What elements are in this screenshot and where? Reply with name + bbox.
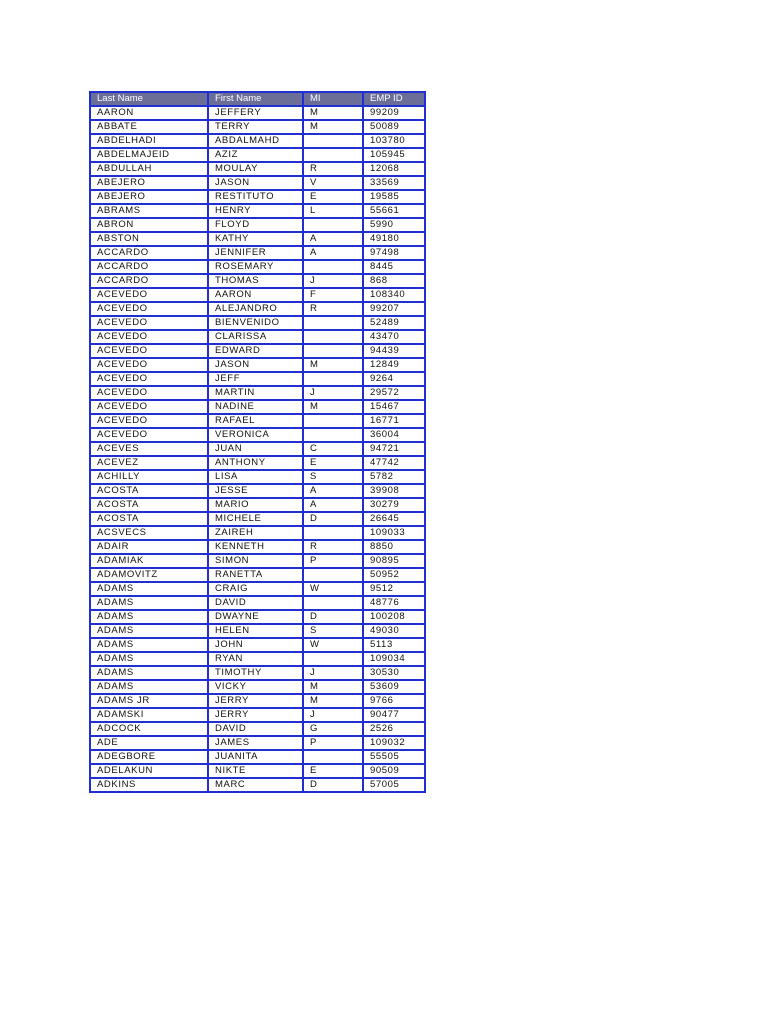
table-row xyxy=(90,750,425,764)
emp-id-cell: 36004 xyxy=(363,428,425,442)
emp-id-cell: 19585 xyxy=(363,190,425,204)
mi-cell: J xyxy=(303,386,363,400)
last-name-cell: ACEVEZ xyxy=(90,456,208,470)
last-name-cell: ADEGBORE xyxy=(90,750,208,764)
mi-cell: R xyxy=(303,540,363,554)
mi-cell: S xyxy=(303,470,363,484)
emp-id-cell: 2526 xyxy=(363,722,425,736)
mi-cell: A xyxy=(303,484,363,498)
emp-id-cell: 55661 xyxy=(363,204,425,218)
table-row xyxy=(90,358,425,372)
table-row xyxy=(90,568,425,582)
last-name-cell: ABBATE xyxy=(90,120,208,134)
table-row xyxy=(90,204,425,218)
table-row xyxy=(90,232,425,246)
last-name-cell: ABEJERO xyxy=(90,190,208,204)
emp-id-cell: 9766 xyxy=(363,694,425,708)
emp-id-cell: 109032 xyxy=(363,736,425,750)
last-name-cell: ACOSTA xyxy=(90,512,208,526)
last-name-cell: ACEVEDO xyxy=(90,330,208,344)
header-first-name: First Name xyxy=(208,92,303,106)
table-row xyxy=(90,148,425,162)
emp-id-cell: 8445 xyxy=(363,260,425,274)
last-name-cell: ACEVEDO xyxy=(90,372,208,386)
mi-cell xyxy=(303,414,363,428)
table-row xyxy=(90,666,425,680)
table-row xyxy=(90,624,425,638)
header-mi: MI xyxy=(303,92,363,106)
emp-id-cell: 53609 xyxy=(363,680,425,694)
first-name-cell: MOULAY xyxy=(208,162,303,176)
first-name-cell: JASON xyxy=(208,358,303,372)
mi-cell xyxy=(303,316,363,330)
table-row xyxy=(90,134,425,148)
last-name-cell: ADAMS xyxy=(90,596,208,610)
last-name-cell: ACCARDO xyxy=(90,274,208,288)
mi-cell: W xyxy=(303,638,363,652)
last-name-cell: ABDELMAJEID xyxy=(90,148,208,162)
emp-id-cell: 97498 xyxy=(363,246,425,260)
emp-id-cell: 12849 xyxy=(363,358,425,372)
first-name-cell: ZAIREH xyxy=(208,526,303,540)
table-row xyxy=(90,652,425,666)
mi-cell xyxy=(303,344,363,358)
last-name-cell: ADAMSKI xyxy=(90,708,208,722)
first-name-cell: JASON xyxy=(208,176,303,190)
mi-cell: J xyxy=(303,274,363,288)
first-name-cell: LISA xyxy=(208,470,303,484)
first-name-cell: RESTITUTO xyxy=(208,190,303,204)
first-name-cell: JAMES xyxy=(208,736,303,750)
emp-id-cell: 8850 xyxy=(363,540,425,554)
first-name-cell: ROSEMARY xyxy=(208,260,303,274)
first-name-cell: RYAN xyxy=(208,652,303,666)
emp-id-cell: 100208 xyxy=(363,610,425,624)
table-row xyxy=(90,484,425,498)
emp-id-cell: 50089 xyxy=(363,120,425,134)
emp-id-cell: 5990 xyxy=(363,218,425,232)
emp-id-cell: 49180 xyxy=(363,232,425,246)
last-name-cell: ACOSTA xyxy=(90,498,208,512)
table-row xyxy=(90,694,425,708)
first-name-cell: RAFAEL xyxy=(208,414,303,428)
first-name-cell: AZIZ xyxy=(208,148,303,162)
first-name-cell: RANETTA xyxy=(208,568,303,582)
mi-cell: D xyxy=(303,778,363,792)
first-name-cell: MARC xyxy=(208,778,303,792)
first-name-cell: JOHN xyxy=(208,638,303,652)
table-row xyxy=(90,596,425,610)
first-name-cell: BIENVENIDO xyxy=(208,316,303,330)
emp-id-cell: 33569 xyxy=(363,176,425,190)
emp-id-cell: 5113 xyxy=(363,638,425,652)
mi-cell xyxy=(303,148,363,162)
mi-cell: G xyxy=(303,722,363,736)
emp-id-cell: 90895 xyxy=(363,554,425,568)
table-row xyxy=(90,344,425,358)
header-row xyxy=(90,92,425,106)
first-name-cell: SIMON xyxy=(208,554,303,568)
emp-id-cell: 16771 xyxy=(363,414,425,428)
first-name-cell: HELEN xyxy=(208,624,303,638)
first-name-cell: NADINE xyxy=(208,400,303,414)
first-name-cell: MICHELE xyxy=(208,512,303,526)
emp-id-cell: 99207 xyxy=(363,302,425,316)
emp-id-cell: 9264 xyxy=(363,372,425,386)
header-last-name: Last Name xyxy=(90,92,208,106)
table-row xyxy=(90,778,425,792)
last-name-cell: ACEVES xyxy=(90,442,208,456)
table-row xyxy=(90,540,425,554)
emp-id-cell: 15467 xyxy=(363,400,425,414)
mi-cell: M xyxy=(303,400,363,414)
first-name-cell: ANTHONY xyxy=(208,456,303,470)
emp-id-cell: 90509 xyxy=(363,764,425,778)
last-name-cell: ADKINS xyxy=(90,778,208,792)
mi-cell: M xyxy=(303,694,363,708)
emp-id-cell: 26645 xyxy=(363,512,425,526)
mi-cell: S xyxy=(303,624,363,638)
mi-cell: A xyxy=(303,246,363,260)
emp-id-cell: 30530 xyxy=(363,666,425,680)
table-row xyxy=(90,372,425,386)
last-name-cell: ADAMS xyxy=(90,582,208,596)
mi-cell xyxy=(303,372,363,386)
last-name-cell: ABEJERO xyxy=(90,176,208,190)
table-row xyxy=(90,302,425,316)
emp-id-cell: 90477 xyxy=(363,708,425,722)
mi-cell xyxy=(303,428,363,442)
emp-id-cell: 108340 xyxy=(363,288,425,302)
mi-cell: R xyxy=(303,162,363,176)
emp-id-cell: 105945 xyxy=(363,148,425,162)
first-name-cell: AARON xyxy=(208,288,303,302)
first-name-cell: JUAN xyxy=(208,442,303,456)
table-row xyxy=(90,400,425,414)
emp-id-cell: 103780 xyxy=(363,134,425,148)
last-name-cell: ABSTON xyxy=(90,232,208,246)
mi-cell: E xyxy=(303,764,363,778)
emp-id-cell: 55505 xyxy=(363,750,425,764)
mi-cell: M xyxy=(303,120,363,134)
emp-id-cell: 43470 xyxy=(363,330,425,344)
first-name-cell: KENNETH xyxy=(208,540,303,554)
table-row xyxy=(90,274,425,288)
last-name-cell: ABDULLAH xyxy=(90,162,208,176)
table-row xyxy=(90,470,425,484)
first-name-cell: ALEJANDRO xyxy=(208,302,303,316)
table-row xyxy=(90,554,425,568)
last-name-cell: ADAMS xyxy=(90,624,208,638)
emp-id-cell: 30279 xyxy=(363,498,425,512)
mi-cell xyxy=(303,750,363,764)
last-name-cell: ADAMOVITZ xyxy=(90,568,208,582)
table-row xyxy=(90,386,425,400)
emp-id-cell: 47742 xyxy=(363,456,425,470)
first-name-cell: MARTIN xyxy=(208,386,303,400)
table-row xyxy=(90,582,425,596)
last-name-cell: ABRAMS xyxy=(90,204,208,218)
last-name-cell: AARON xyxy=(90,106,208,120)
last-name-cell: ABRON xyxy=(90,218,208,232)
mi-cell: E xyxy=(303,456,363,470)
last-name-cell: ACEVEDO xyxy=(90,386,208,400)
first-name-cell: VICKY xyxy=(208,680,303,694)
table-row xyxy=(90,680,425,694)
table-row xyxy=(90,162,425,176)
last-name-cell: ACEVEDO xyxy=(90,428,208,442)
last-name-cell: ACEVEDO xyxy=(90,316,208,330)
mi-cell xyxy=(303,218,363,232)
last-name-cell: ACOSTA xyxy=(90,484,208,498)
table-row xyxy=(90,708,425,722)
table-row xyxy=(90,218,425,232)
mi-cell: F xyxy=(303,288,363,302)
last-name-cell: ACEVEDO xyxy=(90,414,208,428)
mi-cell xyxy=(303,260,363,274)
first-name-cell: THOMAS xyxy=(208,274,303,288)
last-name-cell: ABDELHADI xyxy=(90,134,208,148)
first-name-cell: DWAYNE xyxy=(208,610,303,624)
table-row xyxy=(90,246,425,260)
emp-id-cell: 49030 xyxy=(363,624,425,638)
table-row xyxy=(90,428,425,442)
mi-cell: J xyxy=(303,666,363,680)
first-name-cell: CRAIG xyxy=(208,582,303,596)
table-row xyxy=(90,190,425,204)
last-name-cell: ADAMS xyxy=(90,652,208,666)
mi-cell: W xyxy=(303,582,363,596)
last-name-cell: ACCARDO xyxy=(90,246,208,260)
first-name-cell: TERRY xyxy=(208,120,303,134)
table-row xyxy=(90,512,425,526)
table-row xyxy=(90,456,425,470)
first-name-cell: MARIO xyxy=(208,498,303,512)
last-name-cell: ADELAKUN xyxy=(90,764,208,778)
emp-id-cell: 94721 xyxy=(363,442,425,456)
last-name-cell: ACCARDO xyxy=(90,260,208,274)
last-name-cell: ADCOCK xyxy=(90,722,208,736)
first-name-cell: JEFFERY xyxy=(208,106,303,120)
first-name-cell: HENRY xyxy=(208,204,303,218)
table-row xyxy=(90,638,425,652)
last-name-cell: ACEVEDO xyxy=(90,288,208,302)
emp-id-cell: 12068 xyxy=(363,162,425,176)
mi-cell: L xyxy=(303,204,363,218)
first-name-cell: NIKTE xyxy=(208,764,303,778)
mi-cell: D xyxy=(303,512,363,526)
table-row xyxy=(90,764,425,778)
last-name-cell: ADAMS xyxy=(90,638,208,652)
table-row xyxy=(90,120,425,134)
last-name-cell: ADAIR xyxy=(90,540,208,554)
first-name-cell: DAVID xyxy=(208,722,303,736)
table-row xyxy=(90,442,425,456)
emp-id-cell: 50952 xyxy=(363,568,425,582)
header-emp-id: EMP ID xyxy=(363,92,425,106)
table-row xyxy=(90,526,425,540)
first-name-cell: JESSE xyxy=(208,484,303,498)
last-name-cell: ACHILLY xyxy=(90,470,208,484)
table-row xyxy=(90,288,425,302)
emp-id-cell: 94439 xyxy=(363,344,425,358)
last-name-cell: ACEVEDO xyxy=(90,344,208,358)
first-name-cell: VERONICA xyxy=(208,428,303,442)
mi-cell: C xyxy=(303,442,363,456)
mi-cell: A xyxy=(303,498,363,512)
emp-id-cell: 48776 xyxy=(363,596,425,610)
emp-id-cell: 9512 xyxy=(363,582,425,596)
first-name-cell: JEFF xyxy=(208,372,303,386)
mi-cell: A xyxy=(303,232,363,246)
emp-id-cell: 52489 xyxy=(363,316,425,330)
first-name-cell: JERRY xyxy=(208,708,303,722)
mi-cell: M xyxy=(303,106,363,120)
last-name-cell: ADE xyxy=(90,736,208,750)
first-name-cell: KATHY xyxy=(208,232,303,246)
emp-id-cell: 29572 xyxy=(363,386,425,400)
table-row xyxy=(90,722,425,736)
mi-cell xyxy=(303,526,363,540)
last-name-cell: ACEVEDO xyxy=(90,400,208,414)
mi-cell: P xyxy=(303,736,363,750)
table-row xyxy=(90,316,425,330)
first-name-cell: JUANITA xyxy=(208,750,303,764)
table-row xyxy=(90,176,425,190)
last-name-cell: ACEVEDO xyxy=(90,358,208,372)
mi-cell: R xyxy=(303,302,363,316)
first-name-cell: TIMOTHY xyxy=(208,666,303,680)
employee-table xyxy=(89,91,426,793)
last-name-cell: ADAMS xyxy=(90,666,208,680)
table-row xyxy=(90,106,425,120)
emp-id-cell: 57005 xyxy=(363,778,425,792)
first-name-cell: JENNIFER xyxy=(208,246,303,260)
last-name-cell: ADAMS xyxy=(90,610,208,624)
emp-id-cell: 109033 xyxy=(363,526,425,540)
mi-cell: P xyxy=(303,554,363,568)
mi-cell xyxy=(303,568,363,582)
first-name-cell: DAVID xyxy=(208,596,303,610)
last-name-cell: ADAMS JR xyxy=(90,694,208,708)
mi-cell: M xyxy=(303,680,363,694)
table-row xyxy=(90,414,425,428)
mi-cell xyxy=(303,652,363,666)
first-name-cell: FLOYD xyxy=(208,218,303,232)
emp-id-cell: 5782 xyxy=(363,470,425,484)
emp-id-cell: 109034 xyxy=(363,652,425,666)
last-name-cell: ADAMS xyxy=(90,680,208,694)
last-name-cell: ACSVECS xyxy=(90,526,208,540)
first-name-cell: CLARISSA xyxy=(208,330,303,344)
first-name-cell: ABDALMAHD xyxy=(208,134,303,148)
table-row xyxy=(90,498,425,512)
mi-cell xyxy=(303,596,363,610)
table-row xyxy=(90,610,425,624)
mi-cell: M xyxy=(303,358,363,372)
table-row xyxy=(90,330,425,344)
first-name-cell: EDWARD xyxy=(208,344,303,358)
mi-cell: D xyxy=(303,610,363,624)
mi-cell: V xyxy=(303,176,363,190)
table-row xyxy=(90,736,425,750)
emp-id-cell: 39908 xyxy=(363,484,425,498)
last-name-cell: ACEVEDO xyxy=(90,302,208,316)
table-row xyxy=(90,260,425,274)
table-body xyxy=(90,106,425,792)
mi-cell: E xyxy=(303,190,363,204)
last-name-cell: ADAMIAK xyxy=(90,554,208,568)
first-name-cell: JERRY xyxy=(208,694,303,708)
mi-cell xyxy=(303,330,363,344)
mi-cell: J xyxy=(303,708,363,722)
emp-id-cell: 99209 xyxy=(363,106,425,120)
emp-id-cell: 868 xyxy=(363,274,425,288)
mi-cell xyxy=(303,134,363,148)
